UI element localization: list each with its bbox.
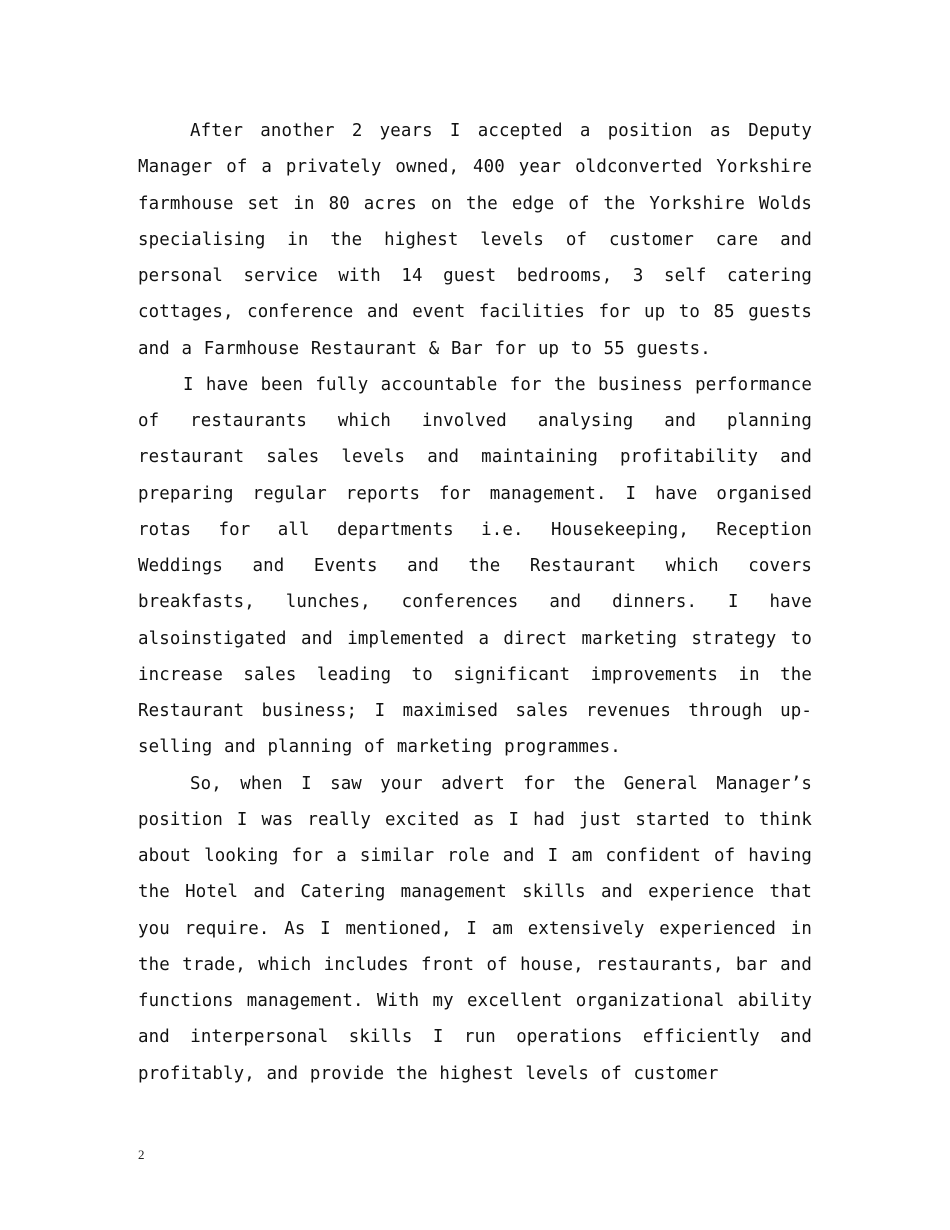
paragraph-general-manager-position: So, when I saw your advert for the General Manager’s position I was really excited as I had just started to think about looking for a similar role and I am confident of having the Hotel and Catering management skills and experience that you require. As I mentioned, I am extensively experienced in the trade, which includes front of house, restaurants, bar and functions management. With my excellent organizational ability and interpersonal skills I run operations efficiently and profitably, and provide the highest levels of customer [138, 773, 812, 1084]
page-number: 2 [138, 1147, 145, 1162]
paragraph-business-performance: I have been fully accountable for the business performance of restaurants which involved analysing and planning restaurant sales levels and maintaining profitability and preparing regular reports for management. I have organised rotas for all departments i.e. Housekeeping, Reception Weddings and Events and the Restaurant which covers breakfasts, lunches, conferences and dinners. I have alsoinstigated and implemented a direct marketing strategy to increase sales leading to significant improvements in the Restaurant business; I maximised sales revenues through up-selling and planning of marketing programmes. [138, 374, 812, 758]
paragraph-deputy-manager: After another 2 years I accepted a position as Deputy Manager of a privately owned, 400 year oldconverted Yorkshire farmhouse set in 80 acres on the edge of the Yorkshire Wolds specialising in the highest levels of customer care and personal service with 14 guest bedrooms, 3 self catering cottages, conference and event facilities for up to 85 guests and a Farmhouse Restaurant & Bar for up to 55 guests. [138, 121, 812, 359]
body-text [138, 113, 812, 1092]
